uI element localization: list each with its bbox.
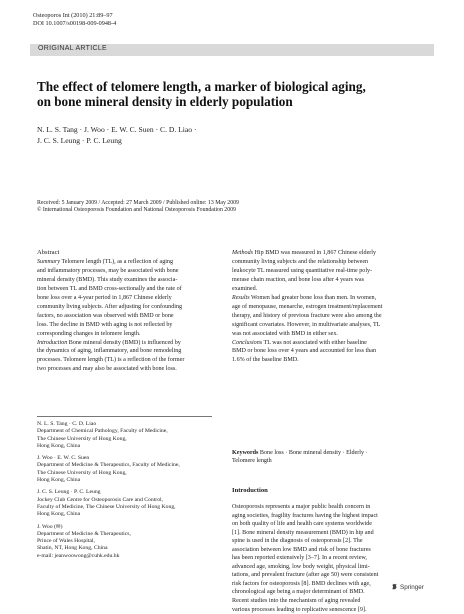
keywords-text: Bone loss · Bone mineral density · Elderly · bbox=[258, 450, 368, 456]
affiliations bbox=[37, 421, 213, 565]
keywords-line bbox=[232, 449, 368, 457]
abstract-methods-first-line bbox=[232, 249, 430, 258]
springer-horse-icon bbox=[391, 583, 398, 590]
results-line: therapy, and history of previous fracture were also among the bbox=[232, 312, 382, 319]
methods-label: Methods bbox=[232, 250, 253, 256]
body-line: Recent studies into the mechanism of aging revealed bbox=[232, 598, 361, 605]
methods-text: Hip BMD was measured in 1,867 Chinese elderly bbox=[253, 250, 377, 256]
affiliation-line: Department of Chemical Pathology, Faculty of Medicine, bbox=[37, 428, 168, 435]
corresponding-author-block bbox=[37, 524, 213, 560]
affiliation-line: The Chinese University of Hong Kong, bbox=[37, 469, 127, 476]
introduction-label: Introduction bbox=[37, 339, 68, 346]
abstract-left-column bbox=[37, 249, 212, 374]
methods-line: examined. bbox=[232, 285, 258, 292]
keywords-label: Keywords bbox=[232, 450, 259, 456]
conclusions-line: 1.6% of the baseline BMD. bbox=[232, 357, 299, 364]
affiliation-line: Department of Medicine & Therapeutics, bbox=[37, 530, 131, 537]
title-line: The effect of telomere length, a marker of biological aging, bbox=[37, 79, 366, 94]
summary-line: corresponding changes in telomere length. bbox=[37, 330, 141, 337]
introduction-line: two processes and may also be associated with bone loss. bbox=[37, 366, 177, 373]
summary-text: Telomere length (TL), as a reflection of aging bbox=[60, 258, 174, 265]
publication-dates bbox=[37, 200, 239, 215]
author-line: N. L. S. Tang · J. Woo · E. W. C. Suen · C. D. Liao · bbox=[37, 125, 197, 134]
introduction-line: the dynamics of aging, inflammatory, and bone remodeling bbox=[37, 348, 182, 355]
affiliation-line: Department of Medicine & Therapeutics, Faculty of Medicine, bbox=[37, 462, 180, 469]
methods-line: community living subjects and the relationship between bbox=[232, 258, 369, 265]
affiliation-line: Hong Kong, China bbox=[37, 511, 81, 518]
body-line: chronological age being a major determinant of BMD. bbox=[232, 589, 365, 596]
article-type-label: ORIGINAL ARTICLE bbox=[38, 45, 107, 52]
author-line: J. C. S. Leung · P. C. Leung bbox=[37, 136, 122, 145]
body-line: aging societies, fragility fractures having the highest impact bbox=[232, 512, 378, 519]
title-line: on bone mineral density in elderly population bbox=[37, 94, 293, 109]
summary-line: factors, no association was observed with BMD or bone bbox=[37, 312, 174, 319]
summary-line: bone loss over a 4-year period in 1,867 Chinese elderly bbox=[37, 294, 172, 301]
affiliation-line: The Chinese University of Hong Kong, bbox=[37, 435, 127, 442]
affiliation-line: J. Woo (✉) bbox=[37, 523, 63, 530]
date-history: Received: 5 January 2009 / Accepted: 27 March 2009 / Published online: 13 May 2009 bbox=[37, 200, 239, 206]
body-line: risk factors for osteoporosis [8]. BMD declines with age, bbox=[232, 580, 371, 587]
doi: DOI 10.1007/s00198-009-0948-4 bbox=[33, 19, 117, 27]
summary-line: and inflammatory processes, may be associated with bone bbox=[37, 267, 179, 274]
affiliation-line: Hong Kong, China bbox=[37, 442, 81, 449]
keywords bbox=[232, 449, 368, 466]
keywords-line: Telomere length bbox=[232, 458, 272, 465]
abstract-introduction-first-line bbox=[37, 339, 212, 348]
affiliation-line: N. L. S. Tang · C. D. Liao bbox=[37, 421, 97, 427]
affiliation-line: Prince of Wales Hospital, bbox=[37, 538, 95, 545]
publisher-logo bbox=[391, 583, 424, 591]
body-line: various processes leading to replicative senescence [9]. bbox=[232, 606, 367, 613]
abstract-results-first-line bbox=[232, 294, 430, 303]
summary-line: tion between TL and BMD cross-sectionally and the rate of bbox=[37, 285, 182, 292]
affiliation-line: J. C. S. Leung · P. C. Leung bbox=[37, 489, 101, 496]
body-line: advanced age, smoking, low body weight, physical limi- bbox=[232, 563, 370, 570]
affiliation-line: Hong Kong, China bbox=[37, 477, 81, 484]
results-line: was not associated with BMD in either sex. bbox=[232, 330, 338, 337]
introduction-line: processes. Telomere length (TL) is a reflection of the former bbox=[37, 357, 185, 364]
affiliation-block bbox=[37, 489, 213, 518]
summary-line: loss. The decline in BMD with aging is not reflected by bbox=[37, 321, 173, 328]
publisher-name: Springer bbox=[400, 584, 424, 591]
affiliation-line: Shatin, NT, Hong Kong, China bbox=[37, 545, 108, 552]
conclusions-text: TL was not associated with either baseline bbox=[262, 339, 367, 346]
paper-title bbox=[37, 79, 417, 109]
conclusions-line: BMD or bone loss over 4 years and accounted for less than bbox=[232, 348, 377, 355]
results-text: Women had greater bone loss than men. In women, bbox=[249, 294, 377, 301]
introduction-heading: Introduction bbox=[232, 487, 268, 494]
journal-citation: Osteoporos Int (2010) 21:89–97 bbox=[33, 12, 113, 19]
abstract-heading: Abstract bbox=[37, 249, 60, 256]
summary-line: mineral density (BMD). This study examines the associa- bbox=[37, 276, 178, 283]
affiliation-block bbox=[37, 421, 213, 450]
article-type-band bbox=[30, 44, 434, 56]
results-label: Results bbox=[232, 294, 250, 301]
copyright-line: © International Osteoporosis Foundation and National Osteoporosis Foundation 2009 bbox=[37, 207, 236, 214]
email-link[interactable]: e-mail: jeanwoowong@cuhk.edu.hk bbox=[37, 552, 120, 559]
abstract-summary-first-line bbox=[37, 258, 212, 267]
body-line: on both quality of life and health care systems worldwide bbox=[232, 521, 372, 528]
abstract-conclusions-first-line bbox=[232, 339, 430, 348]
body-line: association between low BMD and risk of bone fractures bbox=[232, 546, 371, 553]
methods-line: merase chain reaction, and bone loss after 4 years was bbox=[232, 276, 364, 283]
body-line: [1]. Bone mineral density measurement (BMD) in hip and bbox=[232, 529, 374, 536]
affiliation-line: J. Woo · E. W. C. Suen bbox=[37, 455, 90, 462]
conclusions-label: Conclusions bbox=[232, 339, 263, 346]
introduction-body bbox=[232, 503, 430, 614]
affiliation-line: Faculty of Medicine, The Chinese University of Hong Kong, bbox=[37, 503, 176, 510]
results-line: age of menopause, menarche, estrogen treatment/replacement bbox=[232, 303, 383, 310]
summary-label: Summary bbox=[37, 258, 61, 265]
affiliation-line: Jockey Club Centre for Osteoporosis Care and Control, bbox=[37, 496, 164, 503]
abstract-right-column bbox=[232, 249, 430, 365]
methods-line: leukocyte TL measured using quantitative real-time poly- bbox=[232, 267, 373, 274]
results-line: significant covariates. However, in multivariate analyses, TL bbox=[232, 321, 381, 328]
body-line: spine is used in the diagnosis of osteoporosis [2]. The bbox=[232, 538, 363, 545]
summary-line: community living subjects. After adjusting for confounding bbox=[37, 303, 183, 310]
affiliation-block bbox=[37, 455, 213, 484]
body-line: tations, and prevalent fracture (after age 50) were consistent bbox=[232, 572, 379, 579]
body-line: has been reported extensively [3–7]. In a recent review, bbox=[232, 555, 367, 562]
footnote-divider bbox=[37, 416, 212, 417]
body-line: Osteoporosis represents a major public health concern in bbox=[232, 504, 371, 510]
author-list bbox=[37, 124, 197, 146]
journal-header bbox=[33, 12, 116, 27]
introduction-text: Bone mineral density (BMD) is influenced by bbox=[67, 339, 181, 346]
